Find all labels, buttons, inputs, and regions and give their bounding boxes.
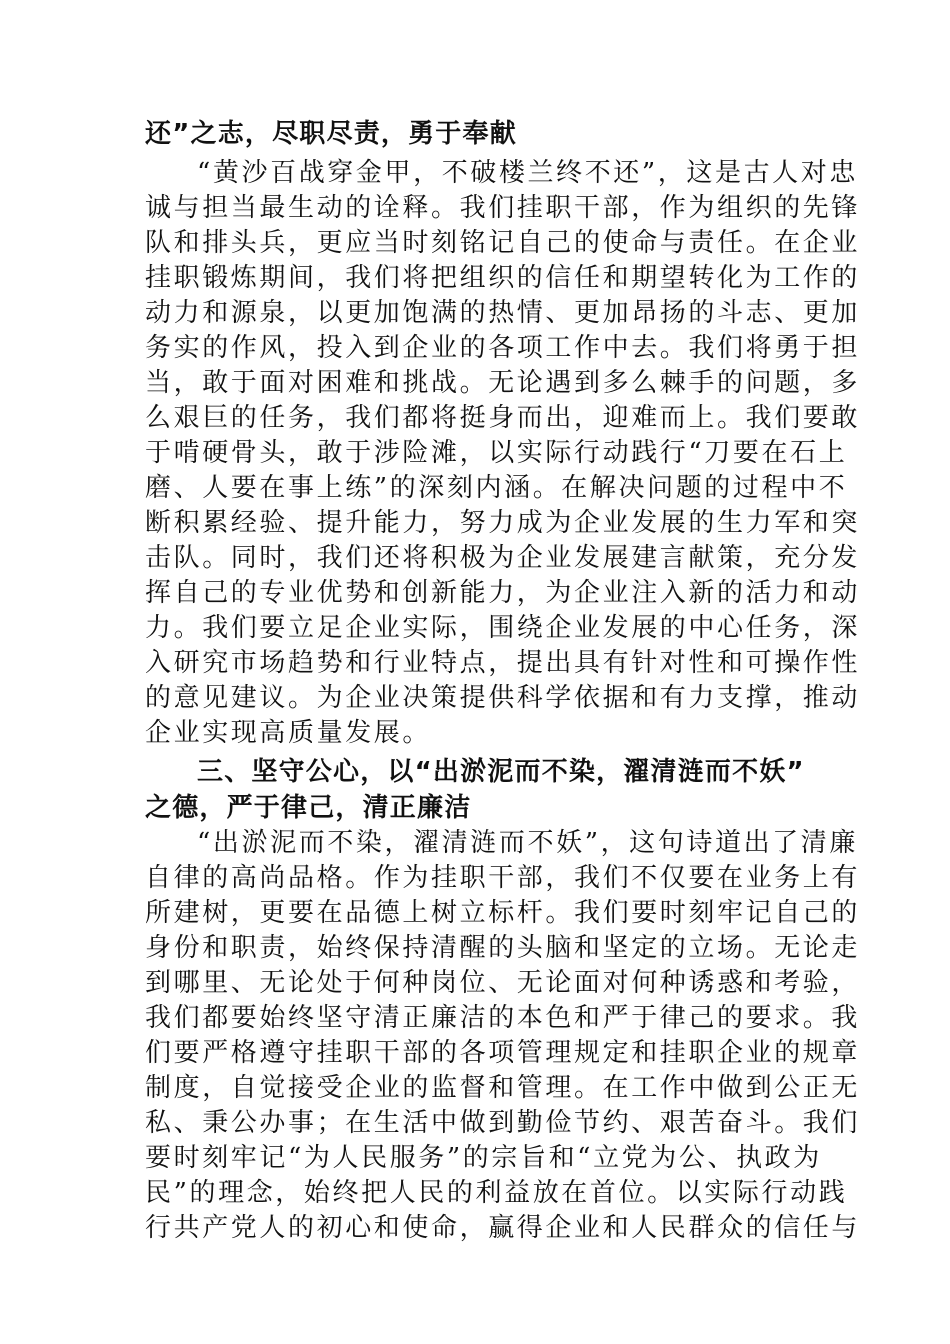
paragraph-line: 断积累经验、提升能力，努力成为企业发展的生力军和突 (145, 508, 861, 538)
paragraph-line: 诚与担当最生动的诠释。我们挂职干部，作为组织的先锋 (145, 193, 861, 223)
paragraph-line: 磨、人要在事上练”的深刻内涵。在解决问题的过程中不 (145, 473, 848, 503)
paragraph-line: 于啃硬骨头，敢于涉险滩，以实际行动践行“刀要在石上 (145, 438, 848, 468)
paragraph-line: 力。我们要立足企业实际，围绕企业发展的中心任务，深 (145, 613, 861, 643)
paragraph-line: 务实的作风，投入到企业的各项工作中去。我们将勇于担 (145, 333, 861, 363)
paragraph-line: 我们都要始终坚守清正廉洁的本色和严于律己的要求。我 (145, 1003, 861, 1033)
paragraph-line: 入研究市场趋势和行业特点，提出具有针对性和可操作性 (145, 648, 861, 678)
paragraph-line: 挥自己的专业优势和创新能力，为企业注入新的活力和动 (145, 578, 861, 608)
paragraph-line: 身份和职责，始终保持清醒的头脑和坚定的立场。无论走 (145, 933, 861, 963)
paragraph-line: 们要严格遵守挂职干部的各项管理规定和挂职企业的规章 (145, 1038, 861, 1068)
paragraph-line: 自律的高尚品格。作为挂职干部，我们不仅要在业务上有 (145, 863, 861, 893)
paragraph-line: 到哪里、无论处于何种岗位、无论面对何种诱惑和考验， (145, 968, 861, 998)
paragraph-line: 行共产党人的初心和使命，赢得企业和人民群众的信任与 (145, 1213, 861, 1243)
section-heading-continuation: 还”之志，尽职尽责，勇于奉献 (145, 119, 517, 149)
paragraph-line: 民”的理念，始终把人民的利益放在首位。以实际行动践 (145, 1178, 848, 1208)
paragraph-line: 挂职锻炼期间，我们将把组织的信任和期望转化为工作的 (145, 263, 861, 293)
paragraph-line: 的意见建议。为企业决策提供科学依据和有力支撑，推动 (145, 683, 861, 713)
paragraph-line: “出淤泥而不染，濯清涟而不妖”，这句诗道出了清廉 (197, 828, 858, 858)
paragraph-line: 动力和源泉，以更加饱满的热情、更加昂扬的斗志、更加 (145, 298, 861, 328)
paragraph-line: “黄沙百战穿金甲，不破楼兰终不还”，这是古人对忠 (197, 158, 858, 188)
paragraph-line: 要时刻牢记“为人民服务”的宗旨和“立党为公、执政为 (145, 1143, 822, 1173)
paragraph-line: 企业实现高质量发展。 (145, 718, 432, 748)
paragraph-line: 击队。同时，我们还将积极为企业发展建言献策，充分发 (145, 543, 861, 573)
paragraph-line: 私、秉公办事；在生活中做到勤俭节约、艰苦奋斗。我们 (145, 1108, 861, 1138)
section-heading: 之德，严于律己，清正廉洁 (145, 793, 472, 823)
paragraph-line: 所建树，更要在品德上树立标杆。我们要时刻牢记自己的 (145, 898, 861, 928)
paragraph-line: 制度，自觉接受企业的监督和管理。在工作中做到公正无 (145, 1073, 861, 1103)
section-heading: 三、坚守公心，以“出淤泥而不染，濯清涟而不妖” (197, 757, 805, 787)
paragraph-line: 么艰巨的任务，我们都将挺身而出，迎难而上。我们要敢 (145, 403, 861, 433)
paragraph-line: 当，敢于面对困难和挑战。无论遇到多么棘手的问题，多 (145, 368, 861, 398)
paragraph-line: 队和排头兵，更应当时刻铭记自己的使命与责任。在企业 (145, 228, 861, 258)
